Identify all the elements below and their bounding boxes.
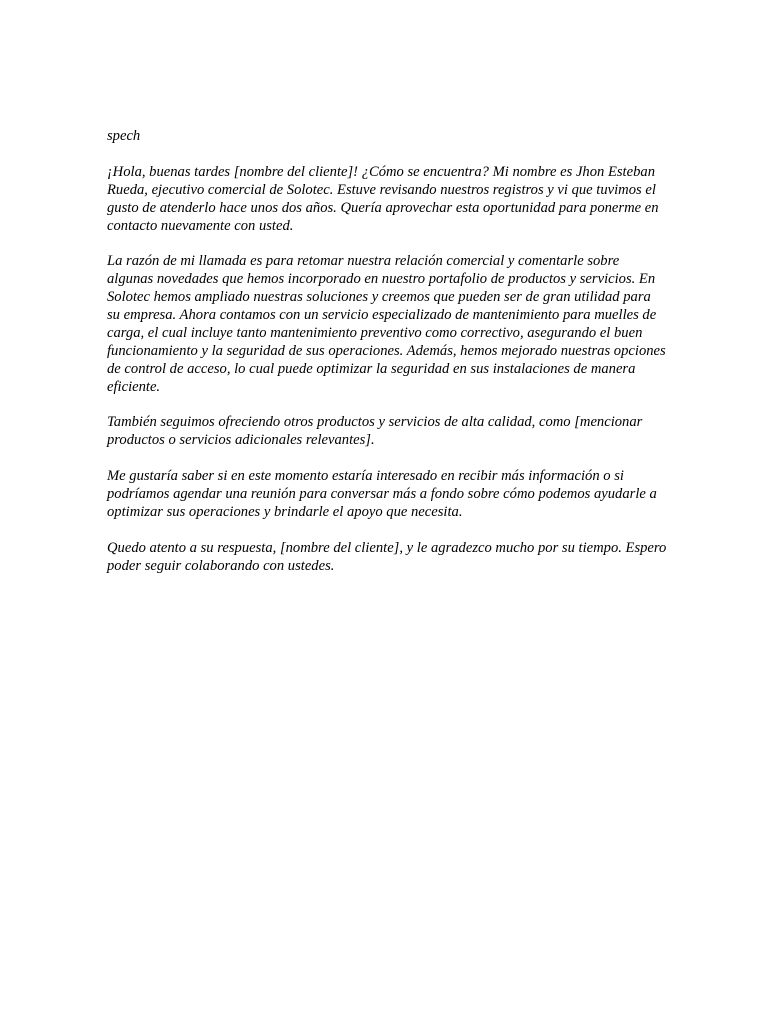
document-body: [107, 128, 667, 593]
paragraph-other-services: También seguimos ofreciendo otros productos y servicios de alta calidad, como [mencionar productos o servicios adicionales relevantes].: [107, 414, 643, 449]
paragraph-meeting-request: Me gustaría saber si en este momento estaría interesado en recibir más información o si podríamos agendar una reunión para conversar más a fondo sobre cómo podemos ayudarle a optimizar sus operaciones y brindarle el apoyo que necesita.: [107, 468, 657, 520]
paragraph-closing: Quedo atento a su respuesta, [nombre del cliente], y le agradezco mucho por su tiempo. Espero poder seguir colaborando con ustedes.: [107, 539, 667, 574]
document-heading: spech: [107, 128, 141, 144]
paragraph-reason-for-call: La razón de mi llamada es para retomar nuestra relación comercial y comentarle sobre algunas novedades que hemos incorporado en nuestro portafolio de productos y servicios. En Solotec hemos ampliado nuestras soluciones y creemos que pueden ser de gran utilidad para su empresa. Ahora contamos con un servicio especializado de mantenimiento para muelles de carga, el cual incluye tanto mantenimiento preventivo como correctivo, asegurando el buen funcionamiento y la seguridad de sus operaciones. Además, hemos mejorado nuestras opciones de control de acceso, lo cual puede optimizar la seguridad en sus instalaciones de manera eficiente.: [107, 253, 666, 395]
paragraph-greeting: ¡Hola, buenas tardes [nombre del cliente]! ¿Cómo se encuentra? Mi nombre es Jhon Esteban Rueda, ejecutivo comercial de Solotec. Estuve revisando nuestros registros y vi que tuvimos el gusto de atenderlo hace unos dos años. Quería aprovechar esta oportunidad para ponerme en contacto nuevamente con usted.: [107, 163, 659, 234]
